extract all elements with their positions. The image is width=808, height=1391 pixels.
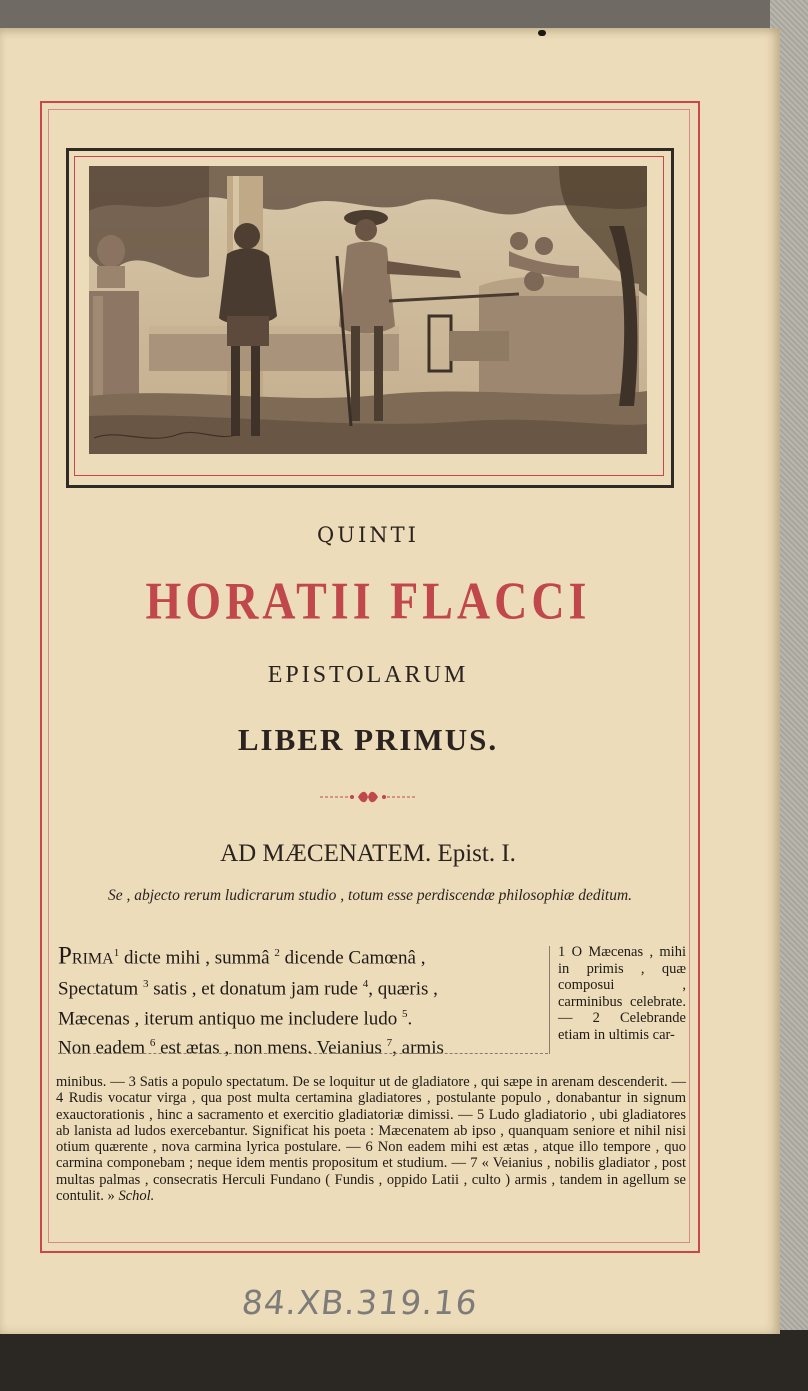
footnote-ref: 4 (362, 977, 369, 990)
title-line-author: HORATII FLACCI (145, 571, 591, 630)
first-word-smallcaps: RIMA (71, 950, 114, 968)
verse-text: . (407, 1007, 413, 1029)
verse-text: , quæris , (368, 978, 438, 1000)
verse-block (58, 941, 538, 1061)
footnote-ref: 3 (142, 977, 149, 990)
illustration-engraving (89, 166, 647, 454)
verse-line-3 (58, 1002, 538, 1032)
library-shelfmark: 84.XB.319.16 (239, 1283, 480, 1322)
note-divider-vertical (549, 946, 550, 1054)
verse-text: satis , et donatum jam rude (148, 978, 363, 1000)
verse-line-1 (58, 941, 538, 972)
epistle-argument: Se , abjecto rerum ludicrarum studio , totum esse perdiscendæ philosophiæ deditum. (107, 887, 633, 904)
verse-line-2 (58, 972, 538, 1002)
commentary-text: minibus. — 3 Satis a populo spectatum. De se loquitur ut de gladiatore , qui sæpe in arenam descenderit. — 4 Rudis vocatur virga , qua post multa certamina gladiatores , postulante populo , donabantur in signum exauctorationis , hinc a sacramento et exercitio gladiatoriæ dimissi. — 5 Ludo gladiatorio , ubi gladiatores ab lanista ad ludos exercebantur. Significat his poeta : Mæcenatem ab ipso , quanquam seniore et nihil nisi otium quærente , nova carmina lyrica postulare. — 6 Non eadem mihi est ætas , atque illo tempore , quo carmina componebam ; neque idem mentis propositum et studium. — 7 « Veianius , nobilis gladiator , post multas palmas , consecratis Herculi Fundano ( Fundis , oppido Latii , culto ) armis , tandem in agellum se contulit. » (56, 1074, 686, 1205)
verse-text: est ætas , non mens. Veianius (155, 1037, 387, 1059)
commentary-notes (56, 1074, 686, 1204)
verse-text: , armis (392, 1037, 444, 1059)
verse-text: Non eadem (58, 1037, 150, 1059)
title-line-quinti: QUINTI (317, 523, 419, 547)
fleuron-ornament-icon (318, 786, 418, 808)
note-divider-horizontal (58, 1053, 548, 1054)
footnote-ref: 6 (149, 1037, 156, 1050)
title-line-epistolarum: EPISTOLARUM (267, 662, 469, 688)
footnote-ref: 5 (402, 1007, 408, 1020)
ink-speck (538, 30, 546, 36)
verse-line-4 (58, 1031, 538, 1061)
verse-text: dicende Camœnâ , (279, 947, 426, 969)
verse-text: dicte mihi , summâ (119, 947, 275, 969)
epistle-heading: AD MÆCENATEM. Epist. I. (220, 840, 516, 867)
footnote-ref: 2 (274, 947, 280, 959)
verse-text: Spectatum (58, 978, 143, 1000)
drop-letter: P (58, 942, 72, 970)
footnote-ref: 7 (386, 1037, 393, 1050)
footnote-ref: 1 (113, 947, 120, 959)
verse-text: Mæcenas , iterum antiquo me includere ludo (58, 1007, 403, 1029)
title-line-liber: LIBER PRIMUS. (237, 722, 499, 757)
side-commentary: 1 O Mæcenas , mihi in primis , quæ composui , carminibus celebrate. — 2 Celebrande etiam in ultimis car- (558, 944, 686, 1043)
commentary-source: Schol. (118, 1188, 155, 1205)
background-edge (0, 1330, 808, 1391)
